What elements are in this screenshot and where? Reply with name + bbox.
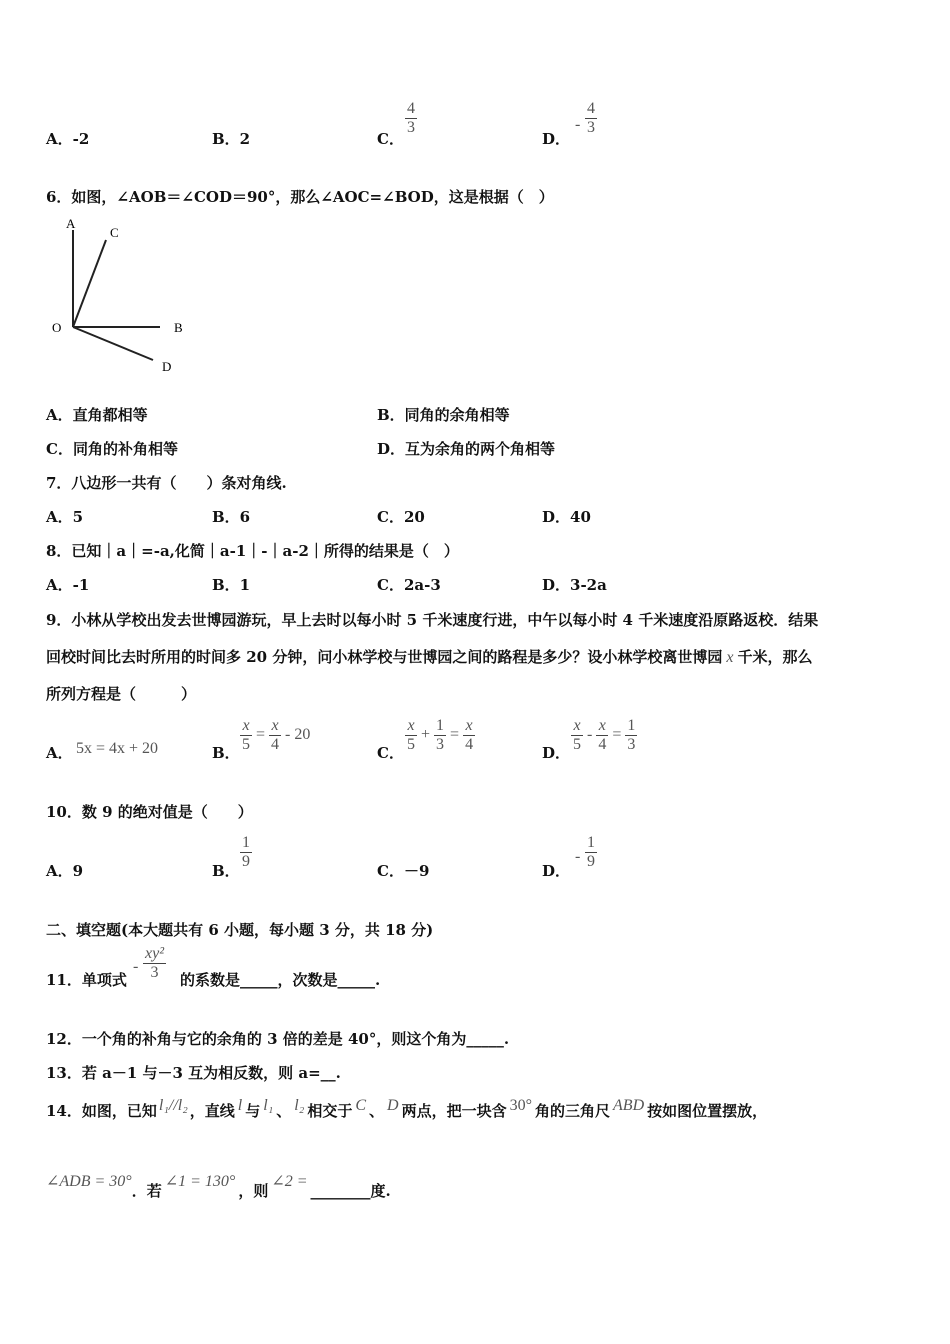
- q9-option-b-equation: $\frac{x}{5}$ = $\frac{x}{4}$ - 20: [242, 717, 311, 753]
- q5-option-b: B．2: [212, 130, 251, 148]
- q5-option-c-label: C．: [377, 130, 404, 148]
- ray-od: [73, 327, 153, 360]
- q9-option-c-equation: $\frac{x}{5}$ + $\frac{1}{3}$ = $\frac{x}{4}$: [407, 717, 474, 753]
- q6-option-a: A．直角都相等: [46, 406, 148, 424]
- q7-option-b: B．6: [212, 508, 251, 526]
- q10-option-c: C．－9: [377, 862, 430, 880]
- q11-monomial-fraction: $\frac{\text{xy²}}{3}$: [145, 945, 164, 981]
- q8-option-a: A．-1: [46, 576, 90, 594]
- q9-option-d-label: D．: [542, 744, 571, 762]
- q9-option-a-label: A．: [46, 744, 73, 762]
- q9-option-b-label: B．: [212, 744, 240, 762]
- q14-line-1: 14．如图，已知 l₁//l₂ ，直线 l 与 l₁ 、 l₂ 相交于 C 、 D 两点，把一块含 30° 角的三角尺 ABD 按如图位置摆放，: [46, 1097, 768, 1120]
- q6-option-d: D．互为余角的两个角相等: [377, 440, 556, 458]
- q10-option-a: A．9: [46, 862, 84, 880]
- label-d: D: [162, 359, 172, 374]
- q6-option-c: C．同角的补角相等: [46, 440, 178, 458]
- q13-text: 13．若 a－1 与－3 互为相反数，则 a=__.: [46, 1064, 341, 1082]
- label-b: B: [174, 320, 183, 335]
- q14-line-2: ∠ADB = 30°．若∠1 = 130°，则∠2 =________度.: [46, 1173, 391, 1200]
- q9-line-3: 所列方程是（ ）: [46, 685, 197, 703]
- q10-option-b-label: B．: [212, 862, 240, 880]
- q6-option-b: B．同角的余角相等: [377, 406, 510, 424]
- q6-angle-figure: [40, 210, 210, 380]
- q12-text: 12．一个角的补角与它的余角的 3 倍的差是 40°，则这个角为_____.: [46, 1030, 510, 1048]
- q8-option-c: C．2a-3: [377, 576, 441, 594]
- q11-sign: -: [133, 958, 139, 975]
- q7-option-d: D．40: [542, 508, 591, 526]
- q8-option-d: D．3-2a: [542, 576, 607, 594]
- q10-option-d-fraction: $\frac{1}{9}$: [587, 834, 595, 870]
- q10-option-d-label: D．: [542, 862, 571, 880]
- q9-option-a-equation: 5x = 4x + 20: [76, 740, 159, 757]
- q9-line-2: 回校时间比去时所用的时间多 20 分钟，问小林学校与世博园之间的路程是多少？设小林学校离世博园 x 千米，那么: [46, 648, 813, 666]
- section-2-heading: 二、填空题(本大题共有 6 小题，每小题 3 分，共 18 分): [46, 921, 434, 939]
- q5-option-d-sign: -: [575, 116, 581, 133]
- q9-line-1: 9．小林从学校出发去世博园游玩，早上去时以每小时 5 千米速度行进，中午以每小时 4 千米速度沿原路返校．结果: [46, 611, 819, 629]
- q11-prefix: 11．单项式: [46, 971, 127, 989]
- label-c: C: [110, 225, 119, 240]
- q10-option-b-fraction: $\frac{1}{9}$: [242, 834, 250, 870]
- q7-option-a: A．5: [46, 508, 84, 526]
- q8-stem: 8．已知｜a｜=-a,化简｜a-1｜-｜a-2｜所得的结果是（ ）: [46, 542, 459, 560]
- q5-option-d-fraction: $\frac{4}{3}$: [587, 100, 595, 136]
- ray-oc: [73, 240, 106, 327]
- q9-option-d-equation: $\frac{x}{5}$ - $\frac{x}{4}$ = $\frac{1}{3}$: [573, 717, 636, 753]
- label-a: A: [66, 216, 76, 231]
- q8-option-b: B．1: [212, 576, 251, 594]
- q9-option-c-label: C．: [377, 744, 404, 762]
- q10-stem: 10．数 9 的绝对值是（ ）: [46, 803, 253, 821]
- q5-option-d-label: D．: [542, 130, 571, 148]
- q7-option-c: C．20: [377, 508, 425, 526]
- q5-option-a: A．-2: [46, 130, 90, 148]
- q5-option-c-fraction: $\frac{4}{3}$: [407, 100, 415, 136]
- q10-option-d-sign: -: [575, 848, 581, 865]
- q11-suffix: 的系数是_____，次数是_____.: [180, 971, 381, 989]
- label-o: O: [52, 320, 62, 335]
- q7-stem: 7．八边形一共有（ ）条对角线.: [46, 474, 287, 492]
- q6-stem: 6．如图，∠AOB＝∠COD＝90°，那么∠AOC=∠BOD，这是根据（ ）: [46, 188, 554, 206]
